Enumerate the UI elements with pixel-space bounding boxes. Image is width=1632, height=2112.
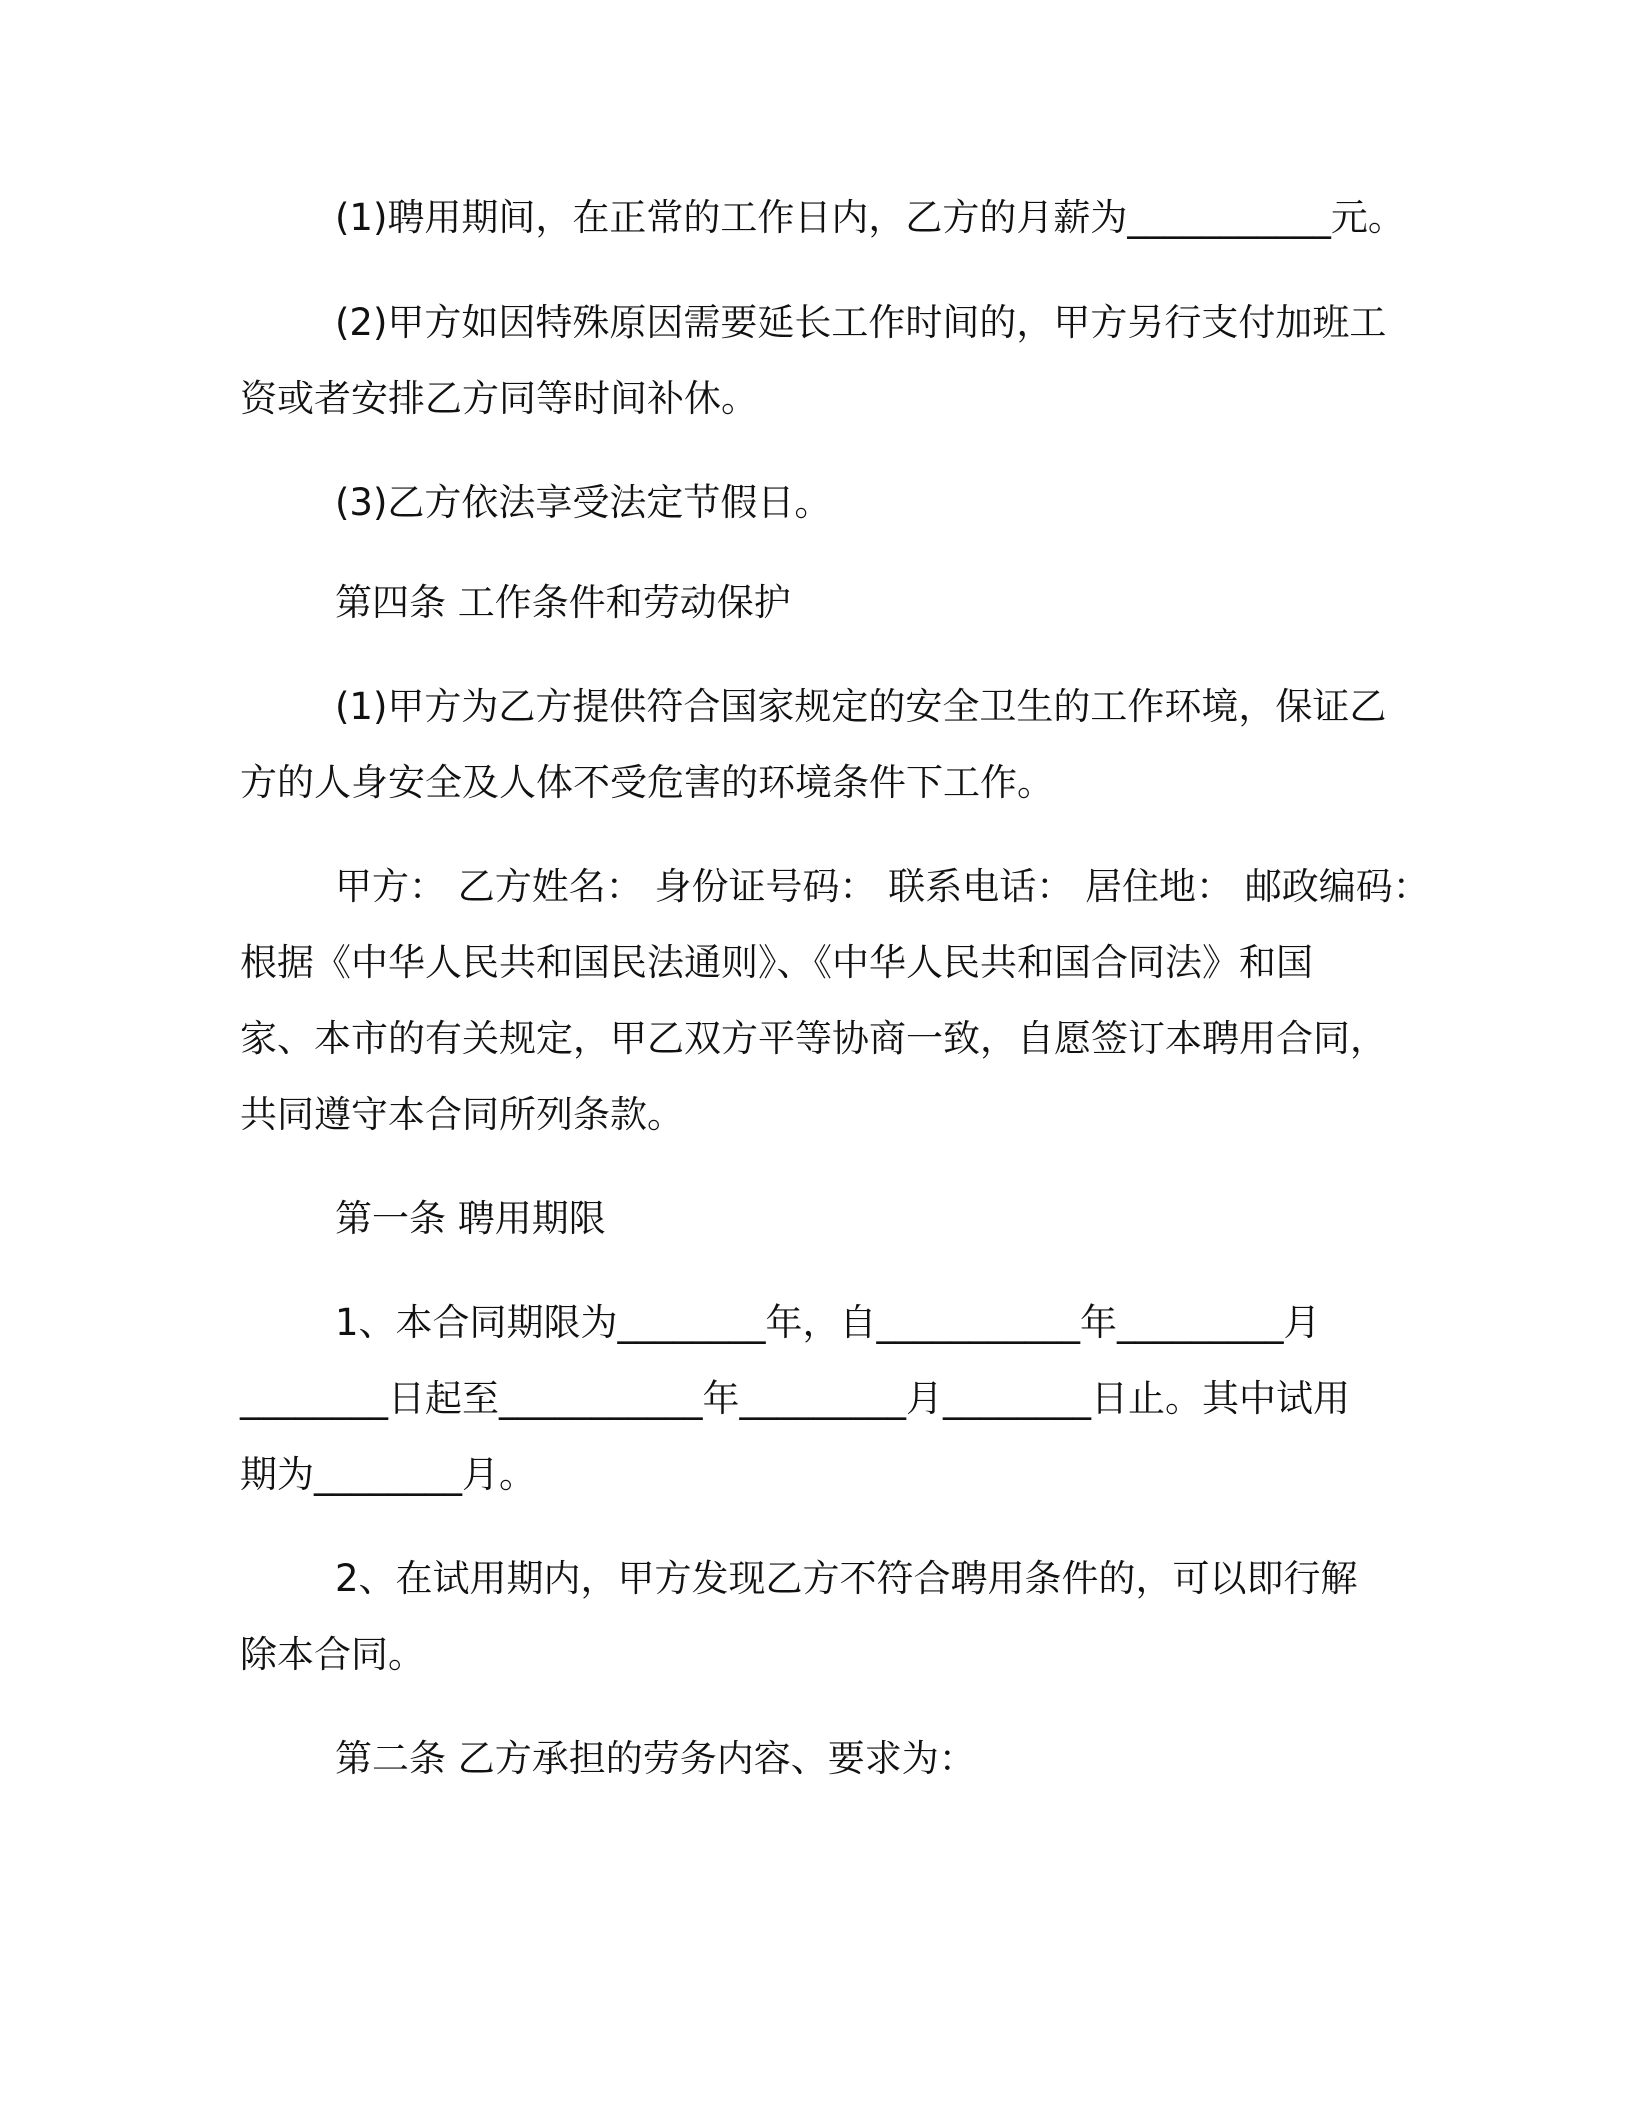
- clause-3-1-line-1: (1)聘用期间，在正常的工作日内，乙方的月薪为___________元。: [335, 196, 1405, 239]
- article-1-heading: 第一条 聘用期限: [335, 1197, 606, 1240]
- clause-1-2-line-1: 2、在试用期内，甲方发现乙方不符合聘用条件的，可以即行解: [335, 1557, 1358, 1600]
- article-2-heading: 第二条 乙方承担的劳务内容、要求为：: [335, 1737, 976, 1780]
- clause-3-2-line-1: (2)甲方如因特殊原因需要延长工作时间的，甲方另行支付加班工: [335, 301, 1387, 344]
- clause-4-1-line-2: 方的人身安全及人体不受危害的环境条件下工作。: [240, 761, 1054, 804]
- clause-1-2-line-2: 除本合同。: [240, 1633, 425, 1676]
- article-4-heading: 第四条 工作条件和劳动保护: [335, 581, 791, 624]
- clause-3-2-line-2: 资或者安排乙方同等时间补休。: [240, 377, 758, 420]
- clause-4-1-line-1: (1)甲方为乙方提供符合国家规定的安全卫生的工作环境，保证乙: [335, 685, 1387, 728]
- preamble-line-1: 根据《中华人民共和国民法通则》、《中华人民共和国合同法》和国: [240, 941, 1313, 984]
- preamble-line-3: 共同遵守本合同所列条款。: [240, 1093, 684, 1136]
- clause-1-1-line-2: ________日起至___________年_________月________日止。其中试用: [240, 1377, 1350, 1420]
- preamble-line-2: 家、本市的有关规定，甲乙双方平等协商一致，自愿签订本聘用合同，: [240, 1017, 1387, 1060]
- clause-1-1-line-3: 期为________月。: [240, 1453, 536, 1496]
- clause-3-3-line-1: (3)乙方依法享受法定节假日。: [335, 481, 832, 524]
- parties-fields-line: 甲方： 乙方姓名： 身份证号码： 联系电话： 居住地： 邮政编码：: [335, 865, 1430, 908]
- clause-1-1-line-1: 1、本合同期限为________年，自___________年_________月: [335, 1301, 1321, 1344]
